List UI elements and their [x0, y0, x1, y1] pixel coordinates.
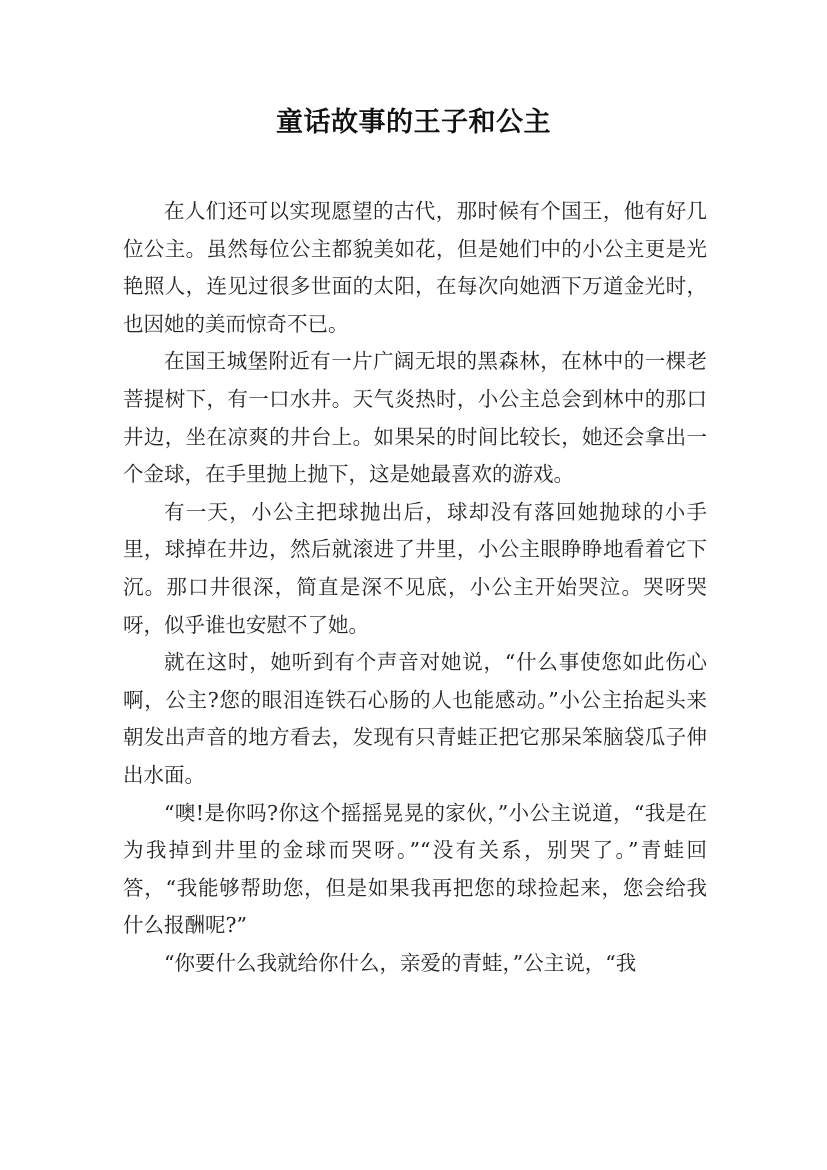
- document-title: 童话故事的王子和公主: [276, 107, 551, 138]
- paragraph-2: 在国王城堡附近有一片广阔无垠的黑森林，在林中的一棵老菩提树下，有一口水井。天气炎热时，小公主总会到林中的那口井边，坐在凉爽的井台上。如果呆的时间比较长，她还会拿出一个金球，在手里抛上抛下，这是她最喜欢的游戏。: [123, 349, 707, 487]
- paragraph-1: 在人们还可以实现愿望的古代，那时候有个国王，他有好几位公主。虽然每位公主都貌美如花，但是她们中的小公主更是光艳照人，连见过很多世面的太阳，在每次向她洒下万道金光时，也因她的美而惊奇不已。: [123, 199, 707, 336]
- paragraph-3: 有一天，小公主把球抛出后，球却没有落回她抛球的小手里，球掉在井边，然后就滚进了井里，小公主眼睁睁地看着它下沉。那口井很深，简直是深不见底，小公主开始哭泣。哭呀哭呀，似乎谁也安慰不了她。: [123, 499, 707, 637]
- paragraph-4: 就在这时，她听到有个声音对她说，“什么事使您如此伤心啊，公主?您的眼泪连铁石心肠的人也能感动。”小公主抬起头来朝发出声音的地方看去，发现有只青蛙正把它那呆笨脑袋瓜子伸出水面。: [123, 650, 707, 787]
- paragraph-5: “噢!是你吗?你这个摇摇晃晃的家伙，”小公主说道，“我是在为我掉到井里的金球而哭呀。”“没有关系，别哭了。”青蛙回答，“我能够帮助您，但是如果我再把您的球捡起来，您会给我什么报酬呢?”: [123, 800, 707, 938]
- document-body: [123, 193, 707, 982]
- paragraph-6: “你要什么我就给你什么，亲爱的青蛙，”公主说，“我: [164, 950, 637, 975]
